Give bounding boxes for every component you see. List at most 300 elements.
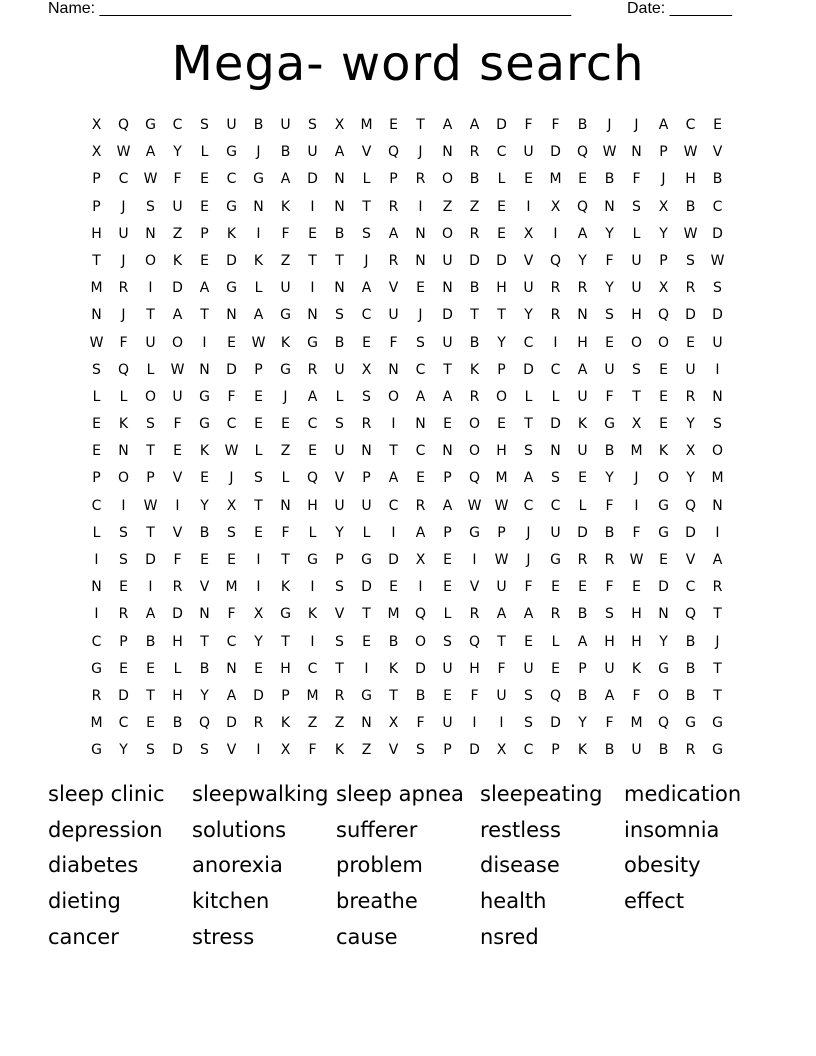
word-list-item: sleepeating [480, 782, 603, 806]
grid-letter: W [683, 225, 698, 242]
grid-letter: B [199, 524, 210, 541]
grid-letter: O [144, 388, 157, 405]
grid-letter: Q [684, 497, 697, 514]
word-list-item: depression [48, 817, 163, 842]
grid-letter: N [118, 443, 129, 460]
grid-letter: Y [119, 742, 128, 759]
grid-letter: P [92, 470, 101, 487]
grid-letter: E [551, 660, 560, 677]
grid-letter: C [226, 171, 237, 188]
grid-letter: R [469, 144, 480, 161]
grid-letter: I [472, 552, 477, 568]
grid-letter: F [632, 171, 641, 188]
grid-letter: L [335, 388, 344, 405]
word-list-item: disease [480, 853, 560, 878]
word-list-item: solutions [192, 817, 287, 842]
grid-letter: X [388, 715, 399, 732]
grid-letter: C [550, 497, 561, 514]
word-list-item: sleep clinic [48, 782, 165, 806]
grid-letter: R [388, 198, 399, 215]
grid-letter: S [146, 198, 155, 215]
grid-letter: Y [605, 225, 614, 242]
grid-letter: Y [659, 225, 668, 242]
grid-letter: Y [524, 307, 533, 324]
grid-letter: R [550, 280, 561, 297]
grid-letter: O [387, 388, 400, 405]
grid-letter: P [281, 687, 290, 704]
grid-letter: N [280, 497, 291, 514]
grid-letter: L [92, 388, 101, 405]
grid-letter: R [415, 171, 426, 188]
grid-letter: D [226, 252, 237, 269]
grid-letter: C [307, 416, 318, 433]
grid-letter: A [307, 388, 318, 405]
grid-letter: T [281, 552, 290, 568]
grid-letter: T [713, 660, 722, 677]
grid-letter: T [335, 252, 344, 269]
grid-letter: U [523, 280, 534, 297]
grid-letter: I [499, 715, 504, 732]
word-list-item: nsred [480, 924, 539, 949]
grid-letter: K [388, 660, 399, 677]
word-list-item: sleep apnea [336, 782, 464, 806]
grid-letter: X [415, 552, 426, 568]
grid-letter: V [685, 552, 696, 568]
grid-letter: E [659, 552, 668, 568]
grid-letter: W [143, 497, 158, 514]
grid-letter: T [281, 633, 290, 650]
grid-letter: J [418, 144, 423, 161]
grid-letter: S [227, 524, 236, 541]
date-field-line: Date: _______ [627, 0, 732, 17]
grid-letter: W [494, 552, 509, 568]
grid-letter: H [469, 660, 480, 677]
grid-letter: T [443, 361, 452, 378]
grid-letter: T [146, 307, 155, 324]
grid-letter: B [604, 171, 615, 188]
grid-letter: Q [657, 307, 670, 324]
grid-letter: S [416, 742, 425, 759]
grid-letter: H [307, 497, 318, 514]
grid-letter: O [711, 443, 724, 460]
grid-letter: J [418, 307, 423, 324]
grid-letter: N [712, 497, 723, 514]
grid-letter: S [713, 416, 722, 433]
grid-letter: N [334, 198, 345, 215]
grid-letter: B [280, 144, 291, 161]
grid-letter: L [281, 470, 290, 487]
grid-letter: K [280, 198, 291, 215]
grid-letter: S [146, 742, 155, 759]
grid-letter: K [577, 742, 588, 759]
grid-letter: I [310, 280, 315, 297]
grid-letter: N [91, 579, 102, 596]
grid-letter: T [200, 307, 209, 324]
grid-letter: H [631, 307, 642, 324]
grid-letter: A [442, 497, 453, 514]
grid-letter: F [497, 660, 506, 677]
grid-letter: V [172, 524, 183, 541]
grid-letter: N [199, 361, 210, 378]
word-list-item: cause [336, 924, 398, 949]
grid-letter: B [577, 117, 588, 133]
grid-letter: R [604, 552, 615, 568]
grid-letter: T [497, 307, 506, 324]
grid-letter: J [121, 198, 126, 215]
grid-letter: P [92, 171, 101, 188]
grid-letter: A [145, 144, 156, 161]
grid-letter: J [364, 252, 369, 269]
grid-letter: D [172, 606, 183, 623]
grid-letter: U [442, 334, 453, 351]
grid-letter: U [172, 198, 183, 215]
grid-letter: Y [200, 687, 209, 704]
grid-letter: E [497, 225, 506, 242]
grid-letter: U [280, 280, 291, 297]
grid-letter: N [415, 416, 426, 433]
grid-letter: E [254, 660, 263, 677]
grid-letter: E [443, 552, 452, 568]
grid-letter: S [335, 416, 344, 433]
grid-letter: N [91, 307, 102, 324]
grid-letter: X [496, 742, 507, 759]
grid-letter: Z [280, 443, 291, 460]
grid-letter: D [496, 252, 507, 269]
grid-letter: A [577, 633, 588, 650]
grid-letter: B [415, 687, 426, 704]
grid-letter: H [91, 225, 102, 242]
grid-letter: G [226, 280, 237, 297]
grid-letter: Y [605, 280, 614, 297]
grid-letter: V [334, 606, 345, 623]
grid-letter: Q [468, 470, 481, 487]
grid-letter: X [280, 742, 291, 759]
grid-letter: F [605, 715, 614, 732]
grid-letter: J [526, 524, 531, 541]
grid-letter: C [172, 117, 183, 133]
grid-letter: T [389, 687, 398, 704]
grid-letter: F [416, 715, 425, 732]
grid-letter: B [604, 524, 615, 541]
grid-letter: R [712, 579, 723, 596]
grid-letter: S [632, 361, 641, 378]
grid-letter: T [308, 252, 317, 269]
grid-letter: Y [335, 524, 344, 541]
grid-letter: G [199, 416, 210, 433]
word-list [48, 779, 768, 957]
grid-letter: N [550, 443, 561, 460]
grid-letter: B [685, 198, 696, 215]
grid-letter: K [280, 579, 291, 596]
grid-letter: E [389, 579, 398, 596]
grid-letter: E [308, 443, 317, 460]
grid-letter: G [550, 552, 561, 568]
grid-letter: D [469, 252, 480, 269]
grid-letter: F [605, 388, 614, 405]
grid-letter: A [199, 280, 210, 297]
grid-letter: H [172, 687, 183, 704]
grid-letter: Q [468, 633, 481, 650]
grid-letter: O [144, 252, 157, 269]
grid-letter: V [523, 252, 534, 269]
grid-letter: L [443, 606, 452, 623]
grid-letter: S [524, 715, 533, 732]
grid-letter: N [226, 307, 237, 324]
grid-letter: W [494, 497, 509, 514]
grid-letter: K [307, 606, 318, 623]
grid-letter: F [551, 117, 560, 133]
grid-letter: R [415, 497, 426, 514]
grid-letter: A [361, 280, 372, 297]
grid-letter: E [227, 334, 236, 351]
grid-letter: E [92, 416, 101, 433]
grid-letter: T [335, 660, 344, 677]
page-title: Mega- word search [171, 36, 645, 92]
grid-letter: G [685, 715, 696, 732]
grid-letter: Q [576, 198, 589, 215]
grid-letter: N [307, 307, 318, 324]
grid-letter: E [227, 552, 236, 568]
word-list-item: sufferer [336, 817, 418, 842]
grid-letter: U [307, 144, 318, 161]
grid-letter: A [658, 117, 669, 133]
grid-letter: E [200, 198, 209, 215]
grid-letter: N [442, 443, 453, 460]
grid-letter: G [658, 524, 669, 541]
grid-letter: P [497, 361, 506, 378]
grid-letter: C [361, 307, 372, 324]
grid-letter: B [658, 742, 669, 759]
grid-letter: N [145, 225, 156, 242]
grid-letter: R [577, 552, 588, 568]
grid-letter: M [306, 687, 319, 704]
grid-letter: P [119, 633, 128, 650]
grid-letter: L [92, 524, 101, 541]
grid-letter: U [334, 443, 345, 460]
grid-letter: C [685, 117, 696, 133]
grid-letter: M [630, 715, 643, 732]
grid-letter: H [685, 171, 696, 188]
grid-letter: Y [200, 497, 209, 514]
grid-letter: U [712, 334, 723, 351]
grid-letter: T [713, 687, 722, 704]
grid-letter: U [496, 687, 507, 704]
grid-letter: Q [414, 606, 427, 623]
grid-letter: L [551, 633, 560, 650]
grid-letter: W [116, 144, 131, 161]
grid-letter: C [523, 497, 534, 514]
grid-letter: G [253, 171, 264, 188]
grid-letter: Q [306, 470, 319, 487]
grid-letter: S [254, 470, 263, 487]
grid-letter: F [632, 524, 641, 541]
word-list-item: insomnia [624, 817, 720, 842]
grid-letter: T [389, 443, 398, 460]
grid-letter: V [712, 144, 723, 161]
grid-letter: P [443, 524, 452, 541]
grid-letter: O [657, 470, 670, 487]
grid-letter: L [362, 171, 371, 188]
grid-letter: Y [659, 633, 668, 650]
grid-letter: D [685, 307, 696, 324]
grid-letter: G [307, 334, 318, 351]
grid-letter: B [145, 633, 156, 650]
grid-letter: L [362, 524, 371, 541]
grid-letter: G [199, 388, 210, 405]
grid-letter: S [605, 307, 614, 324]
grid-letter: W [143, 171, 158, 188]
grid-letter: Y [578, 252, 587, 269]
grid-letter: B [685, 660, 696, 677]
grid-letter: J [715, 633, 720, 650]
grid-letter: Y [605, 470, 614, 487]
grid-letter: T [632, 388, 641, 405]
grid-letter: V [469, 579, 480, 596]
grid-letter: D [172, 742, 183, 759]
grid-letter: F [281, 225, 290, 242]
grid-letter: E [281, 416, 290, 433]
grid-letter: S [146, 416, 155, 433]
grid-letter: K [118, 416, 129, 433]
grid-letter: K [658, 443, 669, 460]
grid-letter: C [685, 579, 696, 596]
grid-letter: S [605, 606, 614, 623]
grid-letter: A [712, 552, 723, 568]
grid-letter: W [629, 552, 644, 568]
grid-letter: A [442, 388, 453, 405]
grid-letter: W [251, 334, 266, 351]
grid-letter: B [712, 171, 723, 188]
grid-letter: L [173, 660, 182, 677]
grid-letter: I [364, 660, 369, 677]
grid-letter: S [335, 307, 344, 324]
grid-letter: C [523, 334, 534, 351]
grid-letter: M [549, 171, 562, 188]
grid-letter: Y [497, 334, 506, 351]
grid-letter: F [632, 687, 641, 704]
grid-letter: E [659, 388, 668, 405]
grid-letter: O [630, 334, 643, 351]
grid-letter: S [119, 552, 128, 568]
grid-letter: I [526, 198, 531, 215]
grid-letter: Z [361, 742, 372, 759]
grid-letter: C [91, 633, 102, 650]
grid-letter: S [686, 252, 695, 269]
grid-letter: Y [173, 144, 182, 161]
grid-letter: R [388, 252, 399, 269]
grid-letter: I [256, 579, 261, 596]
grid-letter: I [94, 552, 99, 568]
grid-letter: N [199, 606, 210, 623]
grid-letter: C [415, 443, 426, 460]
grid-letter: M [711, 470, 724, 487]
grid-letter: K [253, 252, 264, 269]
grid-letter: T [713, 606, 722, 623]
grid-letter: A [577, 225, 588, 242]
grid-letter: R [685, 388, 696, 405]
grid-letter: B [685, 687, 696, 704]
grid-letter: U [631, 280, 642, 297]
grid-letter: S [416, 334, 425, 351]
grid-letter: Z [469, 198, 480, 215]
grid-letter: Z [442, 198, 453, 215]
grid-letter: N [334, 280, 345, 297]
grid-letter: G [658, 660, 669, 677]
grid-letter: V [388, 280, 399, 297]
grid-letter: I [256, 742, 261, 759]
grid-letter: J [661, 171, 666, 188]
grid-letter: V [334, 470, 345, 487]
grid-letter: C [91, 497, 102, 514]
grid-letter: T [200, 633, 209, 650]
grid-letter: S [443, 633, 452, 650]
grid-letter: H [604, 633, 615, 650]
grid-letter: G [280, 307, 291, 324]
grid-letter: C [388, 497, 399, 514]
grid-letter: A [442, 117, 453, 133]
grid-letter: U [442, 660, 453, 677]
grid-letter: F [605, 252, 614, 269]
grid-letter: E [119, 660, 128, 677]
grid-letter: Q [549, 687, 562, 704]
grid-letter: U [523, 144, 534, 161]
grid-letter: I [148, 579, 153, 596]
grid-letter: Z [172, 225, 183, 242]
grid-letter: Y [686, 416, 695, 433]
grid-letter: N [604, 198, 615, 215]
grid-letter: Q [549, 252, 562, 269]
word-list-item: dieting [48, 889, 121, 914]
grid-letter: Q [117, 361, 130, 378]
grid-letter: P [443, 470, 452, 487]
grid-letter: G [604, 416, 615, 433]
grid-letter: D [415, 660, 426, 677]
grid-letter: L [254, 443, 263, 460]
grid-letter: S [308, 117, 317, 133]
grid-letter: D [361, 579, 372, 596]
grid-letter: D [658, 579, 669, 596]
grid-letter: P [659, 252, 668, 269]
grid-letter: E [254, 524, 263, 541]
grid-letter: N [631, 144, 642, 161]
name-field-line: Name: _____________________________________________________ [48, 0, 572, 17]
grid-letter: J [607, 117, 612, 133]
grid-letter: P [92, 198, 101, 215]
grid-letter: L [146, 361, 155, 378]
grid-letter: T [497, 633, 506, 650]
grid-letter: N [388, 361, 399, 378]
grid-letter: P [389, 171, 398, 188]
grid-letter: E [686, 334, 695, 351]
grid-letter: N [334, 171, 345, 188]
grid-letter: L [524, 388, 533, 405]
grid-letter: N [577, 307, 588, 324]
grid-letter: G [712, 742, 723, 759]
grid-letter: C [550, 361, 561, 378]
grid-letter: K [334, 742, 345, 759]
grid-letter: W [224, 443, 239, 460]
grid-letter: A [280, 171, 291, 188]
grid-letter: F [524, 117, 533, 133]
grid-letter: T [254, 497, 263, 514]
grid-letter: I [472, 715, 477, 732]
grid-letter: K [280, 715, 291, 732]
grid-letter: K [226, 225, 237, 242]
grid-letter: V [388, 742, 399, 759]
grid-letter: U [280, 117, 291, 133]
grid-letter: I [310, 579, 315, 596]
grid-letter: F [470, 687, 479, 704]
